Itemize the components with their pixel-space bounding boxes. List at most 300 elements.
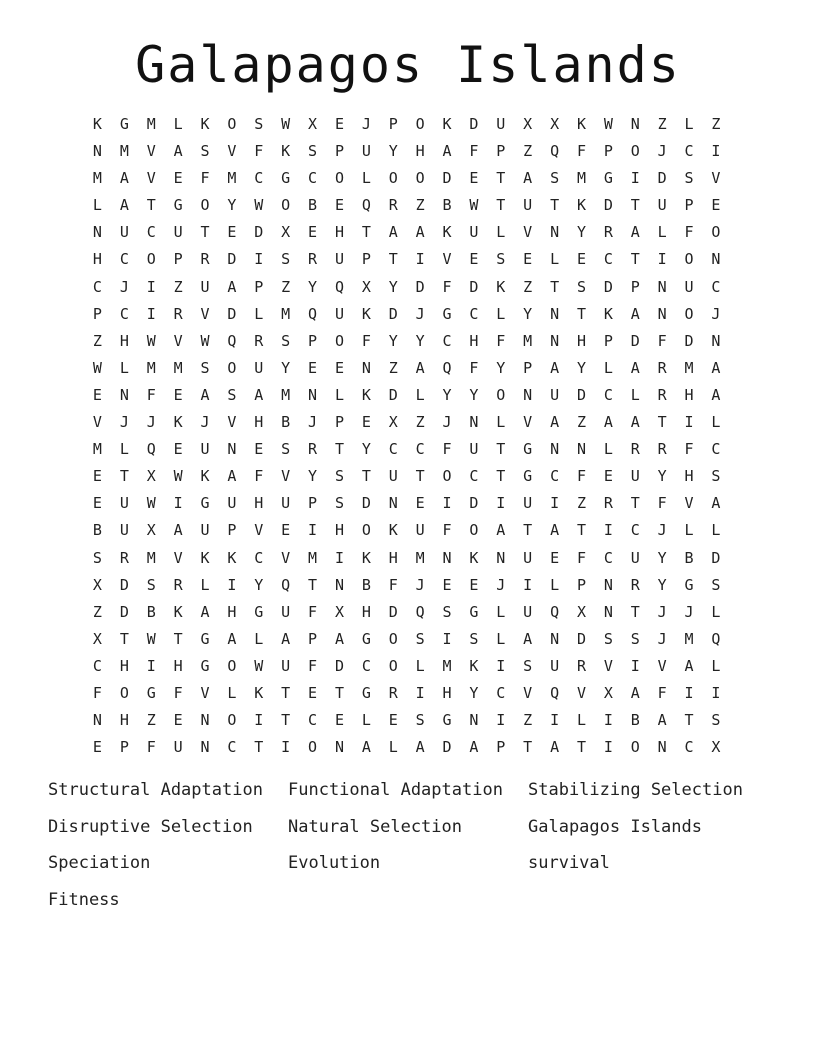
grid-letter[interactable]: X [550, 115, 560, 133]
grid-letter[interactable]: Y [657, 575, 667, 594]
grid-letter[interactable]: J [361, 115, 371, 133]
grid-letter[interactable]: T [550, 196, 560, 215]
grid-letter[interactable]: I [146, 277, 156, 296]
grid-letter[interactable]: Y [657, 467, 667, 486]
grid-letter[interactable]: Y [227, 196, 237, 215]
grid-letter[interactable]: Z [657, 115, 667, 133]
grid-letter[interactable]: U [361, 142, 371, 161]
grid-letter[interactable]: X [523, 115, 533, 133]
grid-letter[interactable]: T [630, 602, 640, 621]
grid-letter[interactable]: F [684, 223, 694, 242]
grid-letter[interactable]: Y [388, 277, 398, 296]
grid-letter[interactable]: T [630, 494, 640, 513]
grid-letter[interactable]: O [361, 521, 371, 540]
grid-letter[interactable]: V [173, 548, 183, 567]
grid-letter[interactable]: F [361, 331, 371, 350]
grid-letter[interactable]: G [281, 169, 291, 188]
grid-letter[interactable]: I [254, 711, 264, 730]
grid-letter[interactable]: I [603, 738, 613, 757]
grid-letter[interactable]: R [388, 683, 398, 702]
grid-letter[interactable]: C [254, 169, 264, 188]
grid-letter[interactable]: I [711, 142, 721, 161]
grid-letter[interactable]: E [308, 223, 318, 242]
grid-letter[interactable]: V [711, 169, 721, 188]
grid-letter[interactable]: U [469, 440, 479, 459]
grid-letter[interactable]: C [92, 656, 102, 675]
grid-letter[interactable]: Q [281, 575, 291, 594]
grid-letter[interactable]: S [603, 629, 613, 648]
grid-letter[interactable]: P [388, 115, 398, 133]
grid-letter[interactable]: O [227, 711, 237, 730]
grid-letter[interactable]: I [334, 548, 344, 567]
grid-letter[interactable]: P [119, 738, 129, 757]
grid-letter[interactable]: F [469, 358, 479, 377]
grid-letter[interactable]: E [388, 711, 398, 730]
grid-letter[interactable]: V [173, 331, 183, 350]
grid-letter[interactable]: T [173, 629, 183, 648]
grid-letter[interactable]: N [550, 440, 560, 459]
grid-letter[interactable]: D [603, 277, 613, 296]
grid-letter[interactable]: O [227, 656, 237, 675]
grid-letter[interactable]: V [523, 223, 533, 242]
grid-letter[interactable]: N [92, 142, 102, 161]
grid-letter[interactable]: E [173, 169, 183, 188]
grid-letter[interactable]: H [119, 331, 129, 350]
grid-letter[interactable]: K [361, 304, 371, 323]
grid-letter[interactable]: J [119, 277, 129, 296]
grid-letter[interactable]: V [227, 413, 237, 432]
grid-letter[interactable]: E [334, 711, 344, 730]
grid-letter[interactable]: I [415, 683, 425, 702]
grid-letter[interactable]: L [361, 169, 371, 188]
grid-letter[interactable]: E [415, 494, 425, 513]
grid-letter[interactable]: N [334, 738, 344, 757]
grid-letter[interactable]: P [361, 250, 371, 269]
grid-letter[interactable]: M [281, 304, 291, 323]
grid-letter[interactable]: H [92, 250, 102, 269]
grid-letter[interactable]: O [281, 196, 291, 215]
grid-letter[interactable]: O [415, 115, 425, 133]
grid-letter[interactable]: L [119, 358, 129, 377]
grid-letter[interactable]: F [684, 440, 694, 459]
grid-letter[interactable]: M [227, 169, 237, 188]
grid-letter[interactable]: U [550, 385, 560, 404]
grid-letter[interactable]: X [92, 575, 102, 594]
grid-letter[interactable]: T [576, 738, 586, 757]
grid-letter[interactable]: Z [281, 277, 291, 296]
grid-letter[interactable]: U [469, 223, 479, 242]
grid-letter[interactable]: A [496, 521, 506, 540]
grid-letter[interactable]: L [119, 440, 129, 459]
grid-letter[interactable]: R [173, 304, 183, 323]
grid-letter[interactable]: P [576, 575, 586, 594]
grid-letter[interactable]: O [200, 196, 210, 215]
grid-letter[interactable]: A [281, 629, 291, 648]
grid-letter[interactable]: I [603, 711, 613, 730]
grid-letter[interactable]: J [415, 575, 425, 594]
grid-letter[interactable]: W [173, 467, 183, 486]
grid-letter[interactable]: E [469, 250, 479, 269]
grid-letter[interactable]: D [657, 169, 667, 188]
grid-letter[interactable]: M [684, 358, 694, 377]
grid-letter[interactable]: D [469, 494, 479, 513]
grid-letter[interactable]: K [200, 115, 210, 133]
grid-letter[interactable]: R [657, 440, 667, 459]
grid-letter[interactable]: J [442, 413, 452, 432]
grid-letter[interactable]: U [173, 223, 183, 242]
grid-letter[interactable]: U [630, 467, 640, 486]
grid-letter[interactable]: I [442, 494, 452, 513]
grid-letter[interactable]: T [334, 683, 344, 702]
grid-letter[interactable]: W [92, 358, 102, 377]
grid-letter[interactable]: N [711, 250, 721, 269]
grid-letter[interactable]: S [550, 169, 560, 188]
grid-letter[interactable]: W [469, 196, 479, 215]
grid-letter[interactable]: A [711, 494, 721, 513]
grid-letter[interactable]: S [684, 169, 694, 188]
grid-letter[interactable]: U [496, 115, 506, 133]
grid-letter[interactable]: S [200, 142, 210, 161]
grid-letter[interactable]: A [711, 358, 721, 377]
grid-letter[interactable]: S [496, 250, 506, 269]
grid-letter[interactable]: U [523, 548, 533, 567]
grid-letter[interactable]: G [603, 169, 613, 188]
grid-letter[interactable]: S [254, 115, 264, 133]
grid-letter[interactable]: A [173, 142, 183, 161]
grid-letter[interactable]: R [308, 440, 318, 459]
grid-letter[interactable]: A [630, 358, 640, 377]
grid-letter[interactable]: O [227, 358, 237, 377]
grid-letter[interactable]: N [92, 711, 102, 730]
grid-letter[interactable]: T [684, 711, 694, 730]
grid-letter[interactable]: O [630, 142, 640, 161]
grid-letter[interactable]: U [523, 494, 533, 513]
grid-letter[interactable]: L [388, 738, 398, 757]
grid-letter[interactable]: S [711, 711, 721, 730]
grid-letter[interactable]: E [281, 521, 291, 540]
grid-letter[interactable]: G [146, 683, 156, 702]
grid-letter[interactable]: K [200, 467, 210, 486]
grid-letter[interactable]: D [469, 115, 479, 133]
grid-letter[interactable]: R [173, 575, 183, 594]
grid-letter[interactable]: A [630, 683, 640, 702]
grid-letter[interactable]: C [361, 656, 371, 675]
grid-letter[interactable]: U [200, 277, 210, 296]
grid-letter[interactable]: M [146, 115, 156, 133]
grid-letter[interactable]: W [254, 656, 264, 675]
grid-letter[interactable]: G [361, 683, 371, 702]
grid-letter[interactable]: X [146, 467, 156, 486]
grid-letter[interactable]: C [630, 521, 640, 540]
grid-letter[interactable]: F [576, 548, 586, 567]
grid-letter[interactable]: N [657, 277, 667, 296]
grid-letter[interactable]: G [442, 711, 452, 730]
grid-letter[interactable]: U [523, 196, 533, 215]
grid-letter[interactable]: N [469, 711, 479, 730]
grid-letter[interactable]: C [711, 440, 721, 459]
grid-letter[interactable]: T [254, 738, 264, 757]
grid-letter[interactable]: I [550, 711, 560, 730]
grid-letter[interactable]: P [308, 494, 318, 513]
grid-letter[interactable]: D [576, 629, 586, 648]
grid-letter[interactable]: A [469, 738, 479, 757]
grid-letter[interactable]: Q [711, 629, 721, 648]
grid-letter[interactable]: H [334, 521, 344, 540]
grid-letter[interactable]: N [334, 575, 344, 594]
grid-letter[interactable]: O [334, 169, 344, 188]
grid-letter[interactable]: V [281, 467, 291, 486]
grid-letter[interactable]: O [388, 656, 398, 675]
grid-letter[interactable]: I [254, 250, 264, 269]
grid-letter[interactable]: D [684, 331, 694, 350]
grid-letter[interactable]: T [146, 196, 156, 215]
grid-letter[interactable]: W [254, 196, 264, 215]
grid-letter[interactable]: A [388, 223, 398, 242]
grid-letter[interactable]: F [92, 683, 102, 702]
grid-letter[interactable]: F [496, 331, 506, 350]
grid-letter[interactable]: D [388, 304, 398, 323]
grid-letter[interactable]: E [469, 575, 479, 594]
grid-letter[interactable]: I [442, 629, 452, 648]
grid-letter[interactable]: L [496, 304, 506, 323]
grid-letter[interactable]: H [684, 385, 694, 404]
grid-letter[interactable]: D [119, 575, 129, 594]
grid-letter[interactable]: D [119, 602, 129, 621]
grid-letter[interactable]: L [657, 223, 667, 242]
grid-letter[interactable]: S [630, 629, 640, 648]
grid-letter[interactable]: E [173, 440, 183, 459]
grid-letter[interactable]: G [119, 115, 129, 133]
grid-letter[interactable]: S [442, 602, 452, 621]
grid-letter[interactable]: L [496, 223, 506, 242]
grid-letter[interactable]: J [657, 602, 667, 621]
grid-letter[interactable]: E [361, 413, 371, 432]
grid-letter[interactable]: L [603, 440, 613, 459]
grid-letter[interactable]: R [200, 250, 210, 269]
grid-letter[interactable]: A [684, 656, 694, 675]
grid-letter[interactable]: N [92, 223, 102, 242]
grid-letter[interactable]: Q [146, 440, 156, 459]
grid-letter[interactable]: B [308, 196, 318, 215]
grid-letter[interactable]: A [119, 169, 129, 188]
grid-letter[interactable]: E [576, 250, 586, 269]
grid-letter[interactable]: E [92, 467, 102, 486]
grid-letter[interactable]: S [281, 250, 291, 269]
grid-letter[interactable]: T [496, 196, 506, 215]
grid-letter[interactable]: F [576, 142, 586, 161]
grid-letter[interactable]: Z [92, 331, 102, 350]
grid-letter[interactable]: U [684, 277, 694, 296]
grid-letter[interactable]: Q [308, 304, 318, 323]
grid-letter[interactable]: K [576, 196, 586, 215]
grid-letter[interactable]: L [254, 629, 264, 648]
grid-letter[interactable]: K [227, 548, 237, 567]
grid-letter[interactable]: T [281, 683, 291, 702]
grid-letter[interactable]: O [496, 385, 506, 404]
grid-letter[interactable]: O [711, 223, 721, 242]
grid-letter[interactable]: L [92, 196, 102, 215]
grid-letter[interactable]: U [173, 738, 183, 757]
grid-letter[interactable]: Y [388, 142, 398, 161]
grid-letter[interactable]: V [200, 304, 210, 323]
grid-letter[interactable]: I [630, 169, 640, 188]
grid-letter[interactable]: K [281, 142, 291, 161]
grid-letter[interactable]: L [200, 575, 210, 594]
grid-letter[interactable]: C [469, 304, 479, 323]
grid-letter[interactable]: K [469, 548, 479, 567]
grid-letter[interactable]: G [684, 575, 694, 594]
grid-letter[interactable]: L [496, 602, 506, 621]
grid-letter[interactable]: J [200, 413, 210, 432]
grid-letter[interactable]: O [630, 738, 640, 757]
grid-letter[interactable]: F [576, 467, 586, 486]
grid-letter[interactable]: S [576, 277, 586, 296]
grid-letter[interactable]: V [523, 413, 533, 432]
grid-letter[interactable]: R [603, 223, 613, 242]
grid-letter[interactable]: S [415, 629, 425, 648]
grid-letter[interactable]: Y [523, 304, 533, 323]
grid-letter[interactable]: O [388, 629, 398, 648]
grid-letter[interactable]: W [200, 331, 210, 350]
grid-letter[interactable]: P [523, 358, 533, 377]
grid-letter[interactable]: T [281, 711, 291, 730]
grid-letter[interactable]: A [630, 413, 640, 432]
grid-letter[interactable]: S [308, 142, 318, 161]
grid-letter[interactable]: N [119, 385, 129, 404]
grid-letter[interactable]: Z [576, 413, 586, 432]
grid-letter[interactable]: T [496, 467, 506, 486]
grid-letter[interactable]: P [92, 304, 102, 323]
grid-letter[interactable]: H [469, 331, 479, 350]
grid-letter[interactable]: N [576, 440, 586, 459]
grid-letter[interactable]: F [146, 385, 156, 404]
grid-letter[interactable]: U [119, 494, 129, 513]
grid-letter[interactable]: T [657, 413, 667, 432]
grid-letter[interactable]: A [523, 629, 533, 648]
grid-letter[interactable]: F [469, 142, 479, 161]
grid-letter[interactable]: G [361, 629, 371, 648]
grid-letter[interactable]: N [657, 738, 667, 757]
grid-letter[interactable]: V [657, 656, 667, 675]
grid-letter[interactable]: Z [388, 358, 398, 377]
grid-letter[interactable]: D [227, 250, 237, 269]
grid-letter[interactable]: S [415, 711, 425, 730]
grid-letter[interactable]: L [173, 115, 183, 133]
grid-letter[interactable]: K [442, 223, 452, 242]
grid-letter[interactable]: T [576, 521, 586, 540]
grid-letter[interactable]: N [442, 548, 452, 567]
grid-letter[interactable]: E [92, 385, 102, 404]
grid-letter[interactable]: A [603, 413, 613, 432]
grid-letter[interactable]: T [388, 250, 398, 269]
grid-letter[interactable]: Y [442, 385, 452, 404]
grid-letter[interactable]: I [603, 521, 613, 540]
grid-letter[interactable]: L [576, 711, 586, 730]
grid-letter[interactable]: R [119, 548, 129, 567]
grid-letter[interactable]: I [146, 304, 156, 323]
grid-letter[interactable]: O [388, 169, 398, 188]
grid-letter[interactable]: U [200, 521, 210, 540]
grid-letter[interactable]: Q [415, 602, 425, 621]
grid-letter[interactable]: Z [523, 711, 533, 730]
grid-letter[interactable]: C [442, 331, 452, 350]
grid-letter[interactable]: G [200, 494, 210, 513]
grid-letter[interactable]: O [227, 115, 237, 133]
grid-letter[interactable]: Z [92, 602, 102, 621]
grid-letter[interactable]: C [388, 440, 398, 459]
grid-letter[interactable]: D [334, 656, 344, 675]
grid-letter[interactable]: Y [469, 385, 479, 404]
grid-letter[interactable]: C [684, 738, 694, 757]
grid-letter[interactable]: Y [657, 548, 667, 567]
grid-letter[interactable]: V [92, 413, 102, 432]
grid-letter[interactable]: N [630, 115, 640, 133]
grid-letter[interactable]: P [308, 331, 318, 350]
grid-letter[interactable]: A [442, 142, 452, 161]
grid-letter[interactable]: B [442, 196, 452, 215]
grid-letter[interactable]: R [308, 250, 318, 269]
grid-letter[interactable]: D [576, 385, 586, 404]
grid-letter[interactable]: R [657, 385, 667, 404]
grid-letter[interactable]: S [523, 656, 533, 675]
grid-letter[interactable]: K [173, 413, 183, 432]
grid-letter[interactable]: B [361, 575, 371, 594]
grid-letter[interactable]: Y [308, 467, 318, 486]
grid-letter[interactable]: N [550, 304, 560, 323]
grid-letter[interactable]: M [308, 548, 318, 567]
grid-letter[interactable]: L [711, 521, 721, 540]
grid-letter[interactable]: L [496, 629, 506, 648]
grid-letter[interactable]: D [469, 277, 479, 296]
grid-letter[interactable]: T [523, 738, 533, 757]
grid-letter[interactable]: E [254, 440, 264, 459]
grid-letter[interactable]: F [146, 738, 156, 757]
grid-letter[interactable]: I [630, 656, 640, 675]
grid-letter[interactable]: N [603, 602, 613, 621]
grid-letter[interactable]: U [334, 304, 344, 323]
grid-letter[interactable]: G [200, 629, 210, 648]
grid-letter[interactable]: R [603, 494, 613, 513]
grid-letter[interactable]: V [684, 494, 694, 513]
grid-letter[interactable]: E [308, 358, 318, 377]
grid-letter[interactable]: M [92, 440, 102, 459]
grid-letter[interactable]: I [496, 656, 506, 675]
grid-letter[interactable]: K [173, 602, 183, 621]
grid-letter[interactable]: A [415, 738, 425, 757]
grid-letter[interactable]: C [146, 223, 156, 242]
grid-letter[interactable]: A [630, 223, 640, 242]
grid-letter[interactable]: L [711, 413, 721, 432]
grid-letter[interactable]: E [523, 250, 533, 269]
grid-letter[interactable]: A [227, 629, 237, 648]
grid-letter[interactable]: T [119, 629, 129, 648]
grid-letter[interactable]: P [496, 738, 506, 757]
grid-letter[interactable]: H [415, 142, 425, 161]
grid-letter[interactable]: I [496, 711, 506, 730]
grid-letter[interactable]: U [254, 358, 264, 377]
grid-letter[interactable]: T [523, 521, 533, 540]
grid-letter[interactable]: Z [523, 142, 533, 161]
grid-letter[interactable]: J [657, 142, 667, 161]
grid-letter[interactable]: A [711, 385, 721, 404]
grid-letter[interactable]: X [576, 602, 586, 621]
grid-letter[interactable]: H [388, 548, 398, 567]
grid-letter[interactable]: U [200, 440, 210, 459]
grid-letter[interactable]: G [442, 304, 452, 323]
grid-letter[interactable]: S [281, 440, 291, 459]
grid-letter[interactable]: E [173, 385, 183, 404]
grid-letter[interactable]: V [576, 683, 586, 702]
